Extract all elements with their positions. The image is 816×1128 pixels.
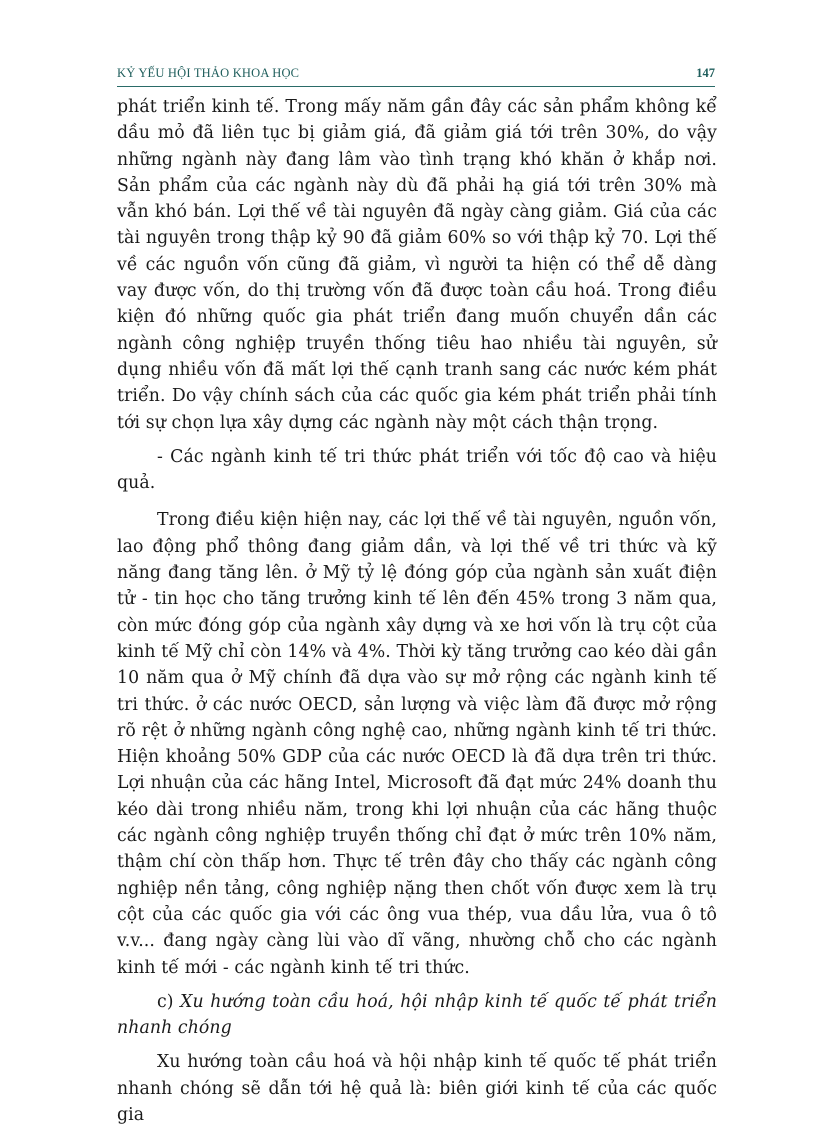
paragraph-bullet-knowledge-economy: - Các ngành kinh tế tri thức phát triển với tốc độ cao và hiệu quả. — [117, 446, 717, 494]
paragraph-globalization: Xu hướng toàn cầu hoá và hội nhập kinh tế quốc tế phát triển nhanh chóng sẽ dẫn tới hệ quả là: biên giới kinh tế của các quốc gia — [117, 1052, 717, 1125]
body-text — [117, 94, 717, 1128]
header-divider — [117, 86, 715, 87]
page-number: 147 — [696, 66, 715, 80]
running-header — [117, 64, 715, 84]
section-heading-c — [117, 989, 717, 1042]
running-header-title: KỶ YẾU HỘI THẢO KHOA HỌC — [117, 66, 300, 80]
paragraph-continuation: phát triển kinh tế. Trong mấy năm gần đây các sản phẩm không kể dầu mỏ đã liên tục bị giảm giá, đã giảm giá tới trên 30%, do vậy những ngành này đang lâm vào tình trạng khó khăn ở khắp nơi. Sản phẩm của các ngành này dù đã phải hạ giá tới trên 30% mà vẫn khó bán. Lợi thế về tài nguyên đã ngày càng giảm. Giá của các tài nguyên trong thập kỷ 90 đã giảm 60% so với thập kỷ 70. Lợi thế về các nguồn vốn cũng đã giảm, vì người ta hiện có thể dễ dàng vay được vốn, do thị trường vốn đã được toàn cầu hoá. Trong điều kiện đó những quốc gia phát triển đang muốn chuyển dần các ngành công nghiệp truyền thống tiêu hao nhiều tài nguyên, sử dụng nhiều vốn đã mất lợi thế cạnh tranh sang các nước kém phát triển. Do vậy chính sách của các quốc gia kém phát triển phải tính tới sự chọn lựa xây dựng các ngành này một cách thận trọng. — [117, 97, 717, 433]
section-heading-c-label: c) — [157, 991, 181, 1012]
paragraph-knowledge-economy-detail: Trong điều kiện hiện nay, các lợi thế về tài nguyên, nguồn vốn, lao động phổ thông đang giảm dần, và lợi thế về tri thức và kỹ năng đang tăng lên. ở Mỹ tỷ lệ đóng góp của ngành sản xuất điện tử - tin học cho tăng trưởng kinh tế lên đến 45% trong 3 năm qua, còn mức đóng góp của ngành xây dựng và xe hơi vốn là trụ cột của kinh tế Mỹ chỉ còn 14% và 4%. Thời kỳ tăng trưởng cao kéo dài gần 10 năm qua ở Mỹ chính đã dựa vào sự mở rộng các ngành kinh tế tri thức. ở các nước OECD, sản lượng và việc làm đã được mở rộng rõ rệt ở những ngành công nghệ cao, những ngành kinh tế tri thức. Hiện khoảng 50% GDP của các nước OECD là đã dựa trên tri thức. Lợi nhuận của các hãng Intel, Microsoft đã đạt mức 24% doanh thu kéo dài trong nhiều năm, trong khi lợi nhuận của các hãng thuộc các ngành công nghiệp truyền thống chỉ đạt ở mức trên 10% năm, thậm chí còn thấp hơn. Thực tế trên đây cho thấy các ngành công nghiệp nền tảng, công nghiệp nặng then chốt vốn được xem là trụ cột của các quốc gia với các ông vua thép, vua dầu lửa, vua ô tô v.v... đang ngày càng lùi vào dĩ vãng, nhường chỗ cho các ngành kinh tế mới - các ngành kinh tế tri thức. — [117, 510, 717, 978]
section-heading-c-text: Xu hướng toàn cầu hoá, hội nhập kinh tế quốc tế phát triển nhanh chóng — [117, 991, 717, 1039]
